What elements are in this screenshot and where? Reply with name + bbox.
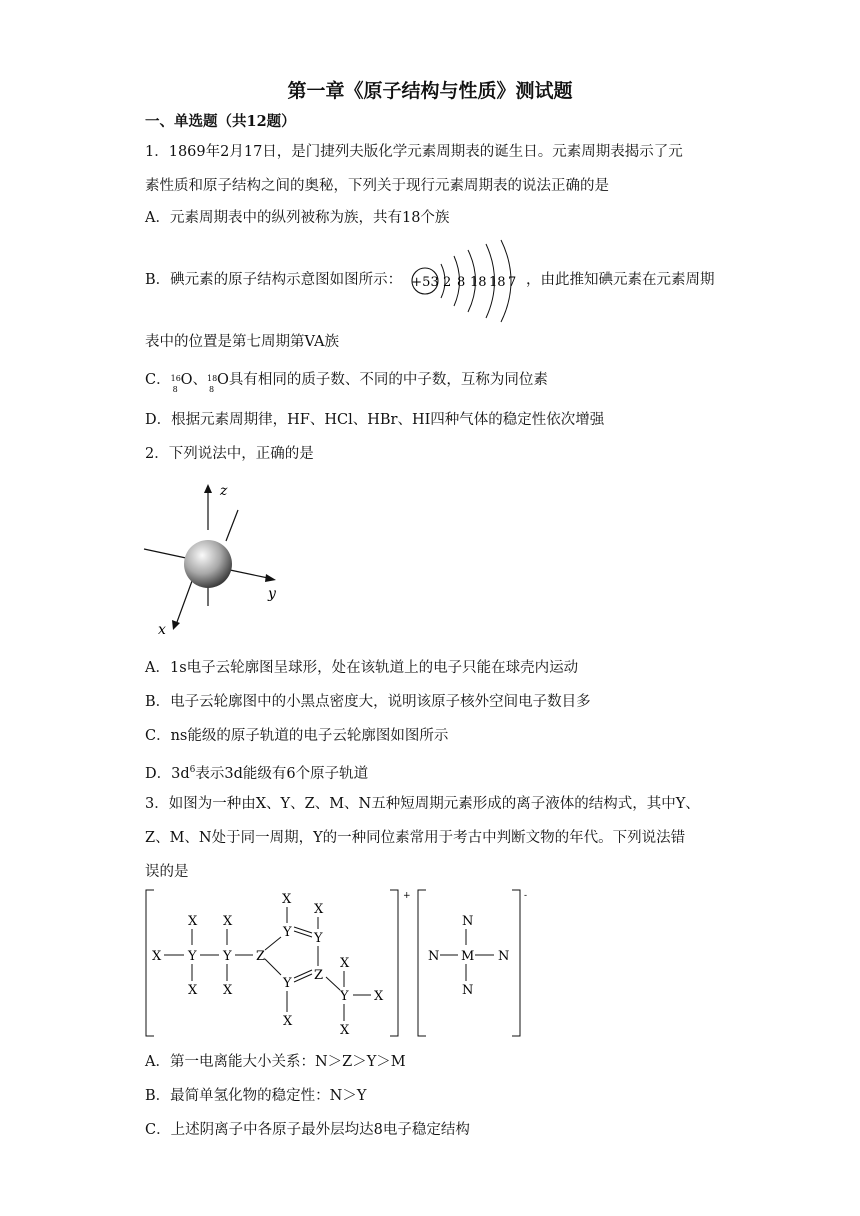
s-orbital-diagram <box>140 478 290 638</box>
svg-text:X: X <box>283 1014 293 1029</box>
back-axis <box>144 549 186 558</box>
y-axis-label: y <box>268 586 276 602</box>
anion-atoms <box>428 914 509 998</box>
z-axis-arrow <box>204 484 212 493</box>
q3-stem-line1: 3．如图为一种由X、Y、Z、M、N五种短周期元素形成的离子液体的结构式，其中Y、 <box>145 796 700 812</box>
q1-option-c: C． 16 8 O、 18 8 O具有相同的质子数、不同的中子数，互称为同位素 <box>145 372 548 394</box>
svg-text:Y: Y <box>283 976 292 991</box>
q1-option-b-post: ，由此推知碘元素在元素周期 <box>526 272 715 288</box>
shell-count-3: 18 <box>470 275 487 290</box>
iodine-atomic-structure-diagram <box>405 236 530 326</box>
svg-text:X: X <box>340 1023 350 1038</box>
q3-option-c: C．上述阴离子中各原子最外层均达8电子稳定结构 <box>145 1122 470 1138</box>
svg-text:X: X <box>188 983 198 998</box>
svg-text:N: N <box>498 949 510 964</box>
diagonal-axis <box>226 510 238 541</box>
nucleus-label: +53 <box>411 275 439 290</box>
isotope-o18-notation: 18 8 <box>207 374 218 394</box>
anion-charge: - <box>524 891 528 901</box>
ionic-liquid-structure-formula <box>140 884 540 1044</box>
q3-option-b: B．最简单氢化物的稳定性：N＞Y <box>145 1088 367 1104</box>
anion-bracket-left <box>418 890 426 1036</box>
q1-option-d: D．根据元素周期律，HF、HCl、HBr、HI四种气体的稳定性依次增强 <box>145 412 605 428</box>
svg-text:Z: Z <box>256 949 266 964</box>
section-heading: 一、单选题（共12题） <box>145 113 296 130</box>
cation-charge: + <box>403 891 411 901</box>
q2-option-b: B．电子云轮廓图中的小黑点密度大，说明该原子核外空间电子数目多 <box>145 694 591 710</box>
svg-text:M: M <box>461 949 475 964</box>
q1-option-a: A．元素周期表中的纵列被称为族，共有18个族 <box>145 210 450 226</box>
q1-stem-line1: 1．1869年2月17日，是门捷列夫版化学元素周期表的诞生日。元素周期表揭示了元 <box>145 144 683 160</box>
q2-option-c: C．ns能级的原子轨道的电子云轮廓图如图所示 <box>145 728 449 744</box>
q1-stem-line2: 素性质和原子结构之间的奥秘，下列关于现行元素周期表的说法正确的是 <box>145 178 609 194</box>
svg-text:Y: Y <box>283 925 292 940</box>
x-axis-label: x <box>158 622 166 638</box>
svg-text:X: X <box>223 983 233 998</box>
shell-count-1: 2 <box>443 275 452 290</box>
isotope-o16-notation: 16 8 <box>170 374 181 394</box>
svg-text:N: N <box>428 949 440 964</box>
q2-option-d: D．$3d^6$表示3d能级有6个原子轨道 <box>145 765 369 782</box>
s-orbital-sphere <box>184 540 232 588</box>
cation-bracket-right <box>390 890 398 1036</box>
q3-stem-line3: 误的是 <box>145 864 189 880</box>
svg-text:X: X <box>340 956 350 971</box>
q2-stem: 2．下列说法中，正确的是 <box>145 446 314 462</box>
svg-text:X: X <box>374 989 384 1004</box>
shell-count-5: 7 <box>508 275 517 290</box>
q3-stem-line2: Z、M、N处于同一周期，Y的一种同位素常用于考古中判断文物的年代。下列说法错 <box>145 830 686 846</box>
svg-text:Y: Y <box>188 949 197 964</box>
svg-text:N: N <box>462 983 474 998</box>
page-title: 第一章《原子结构与性质》测试题 <box>287 80 573 102</box>
x-axis <box>177 581 192 622</box>
svg-text:Y: Y <box>314 931 323 946</box>
svg-text:X: X <box>152 949 162 964</box>
q2-option-a: A．1s电子云轮廓图呈球形，处在该轨道上的电子只能在球壳内运动 <box>145 660 579 676</box>
svg-text:X: X <box>282 892 292 907</box>
svg-text:X: X <box>314 902 324 917</box>
x-axis-arrow <box>172 620 180 630</box>
svg-text:X: X <box>223 914 233 929</box>
svg-text:Y: Y <box>340 989 349 1004</box>
z-axis-label: z <box>220 483 228 499</box>
anion-bracket-right <box>512 890 520 1036</box>
y-axis <box>230 570 268 578</box>
q1-c-prefix: C． <box>145 372 171 388</box>
q3-option-a: A．第一电离能大小关系：N＞Z＞Y＞M <box>145 1054 406 1070</box>
shell-count-4: 18 <box>489 275 506 290</box>
q1-option-b-pre: B．碘元素的原子结构示意图如图所示： <box>145 272 403 288</box>
svg-text:Y: Y <box>223 949 232 964</box>
y-axis-arrow <box>265 574 276 582</box>
q1-option-b-cont: 表中的位置是第七周期第VA族 <box>145 334 339 350</box>
cation-atoms <box>152 892 384 1038</box>
shell-count-2: 8 <box>457 275 466 290</box>
svg-text:N: N <box>462 914 474 929</box>
svg-text:X: X <box>188 914 198 929</box>
svg-text:Z: Z <box>314 968 324 983</box>
